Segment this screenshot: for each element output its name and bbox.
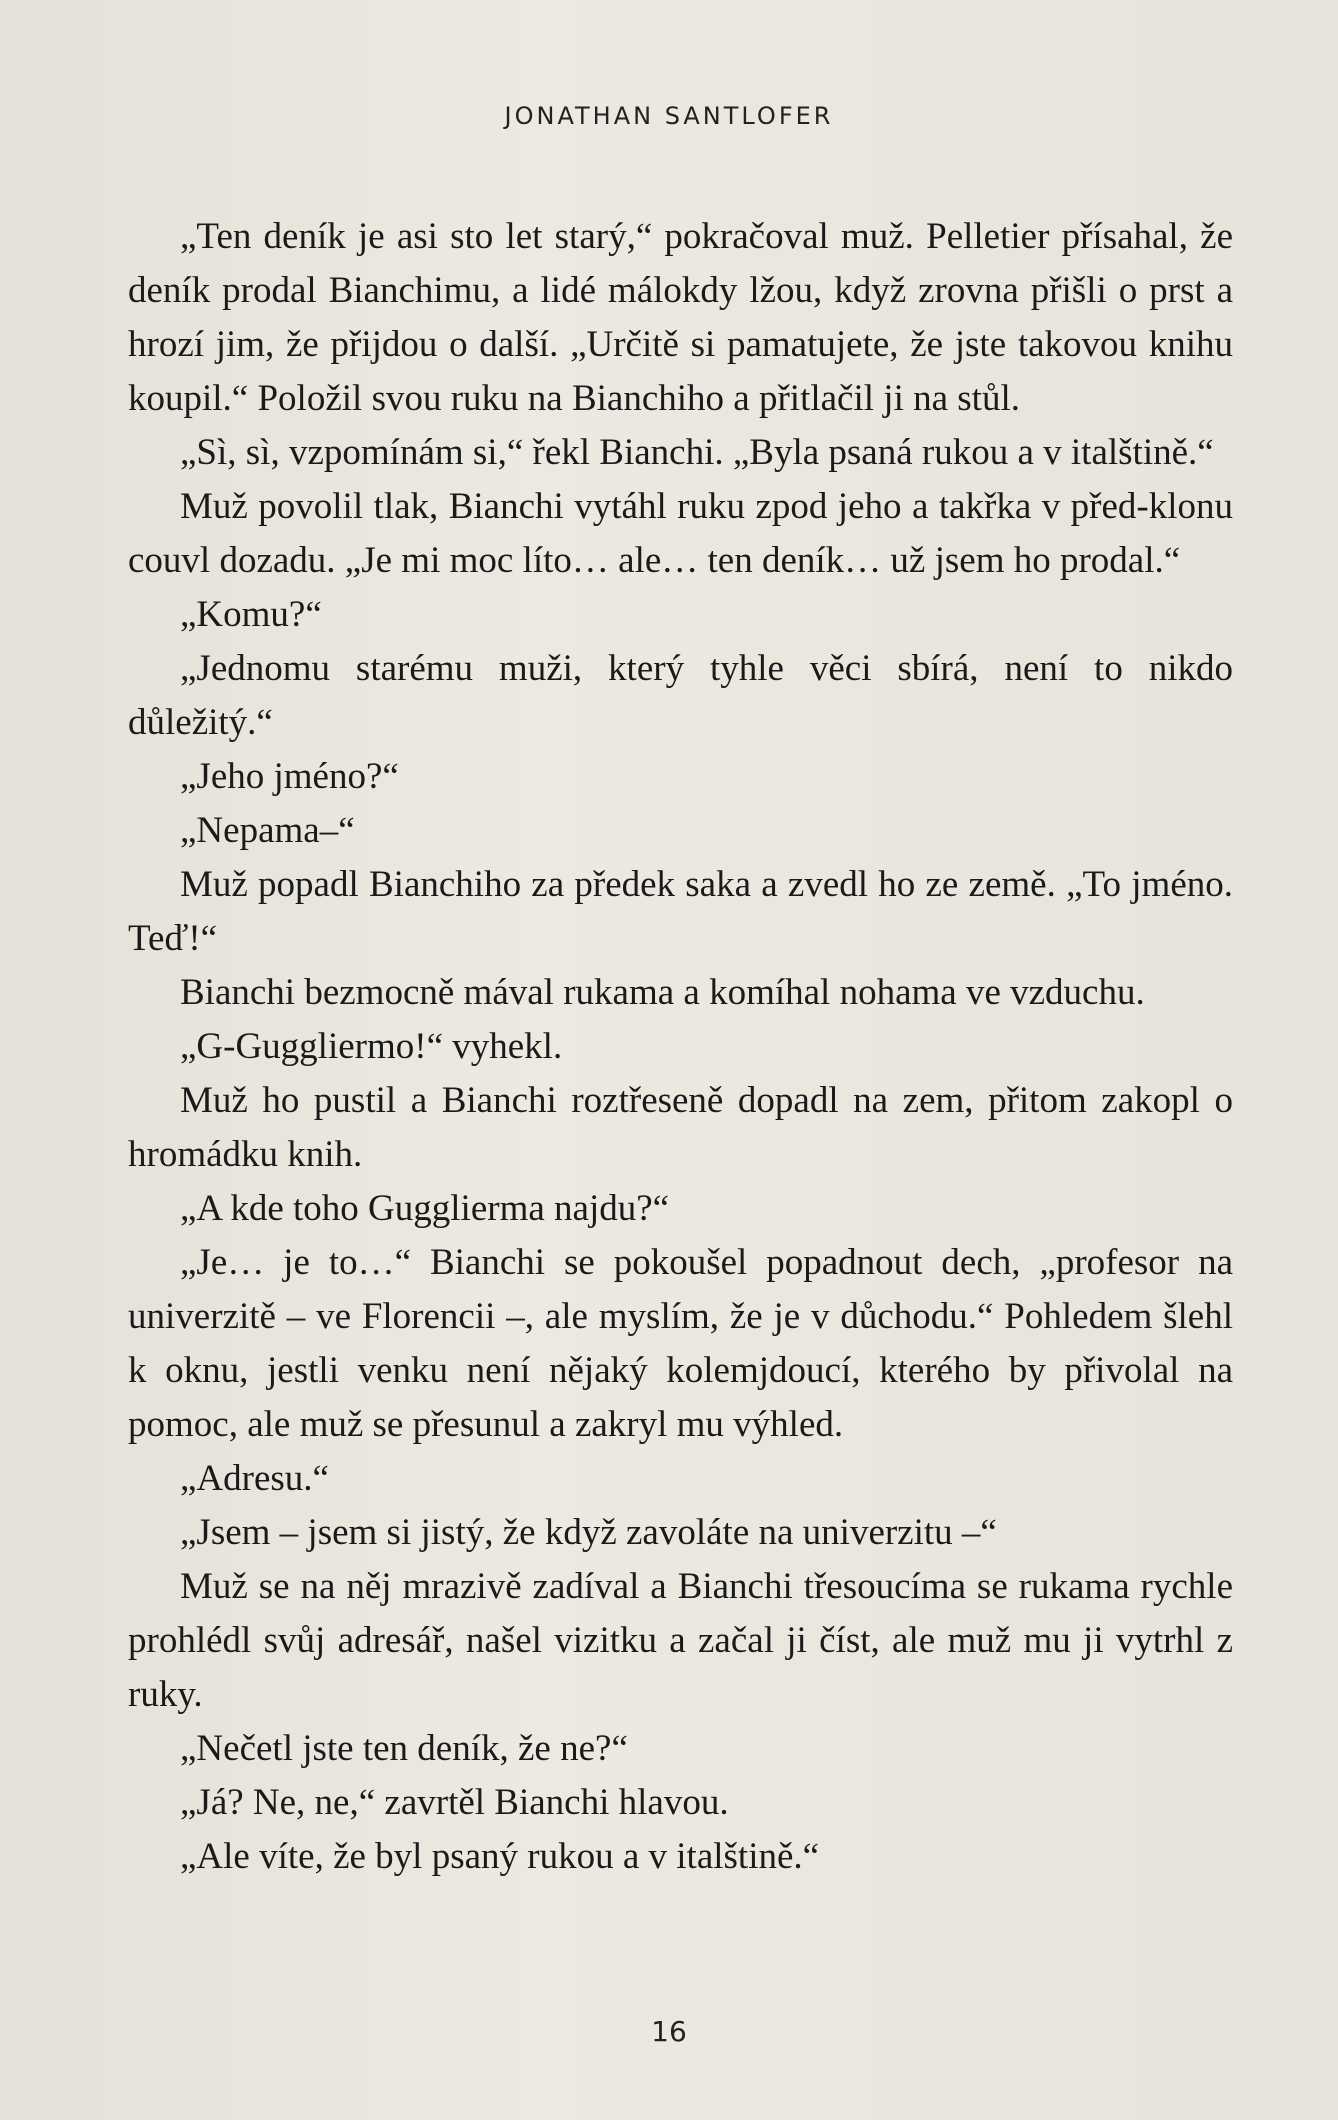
running-head: JONATHAN SANTLOFER (504, 102, 834, 130)
page-number: 16 (651, 2015, 687, 2048)
paragraph: „Ten deník je asi sto let starý,“ pokračoval muž. Pelletier přísahal, že deník prodal Bianchimu, a lidé málokdy lžou, když zrovna přišli o prst a hrozí jim, že přijdou o další. „Určitě si pamatujete, že jste takovou knihu koupil.“ Položil svou ruku na Bianchiho a přitlačil ji na stůl. (128, 216, 1233, 419)
paragraph: „A kde toho Gugglierma najdu?“ (180, 1188, 670, 1229)
paragraph: „Nepama–“ (180, 810, 355, 851)
paragraph: Muž ho pustil a Bianchi roztřeseně dopadl na zem, přitom zakopl o hromádku knih. (128, 1080, 1233, 1175)
paragraph: „Jsem – jsem si jistý, že když zavoláte na univerzitu –“ (180, 1512, 997, 1553)
paragraph: „Sì, sì, vzpomínám si,“ řekl Bianchi. „Byla psaná rukou a v italštině.“ (180, 432, 1214, 473)
paragraph: Bianchi bezmocně mával rukama a komíhal nohama ve vzduchu. (180, 972, 1145, 1013)
paragraph: „Nečetl jste ten deník, že ne?“ (180, 1728, 628, 1769)
paragraph: „Jeho jméno?“ (180, 756, 399, 797)
paragraph: „G-Guggliermo!“ vyhekl. (180, 1026, 563, 1067)
paragraph: „Je… je to…“ Bianchi se pokoušel popadnout dech, „profesor na univerzitě – ve Florencii –, ale myslím, že je v důchodu.“ Pohledem šlehl k oknu, jestli venku není nějaký kolemjdoucí, kterého by přivolal na pomoc, ale muž se přesunul a zakryl mu výhled. (128, 1242, 1233, 1445)
paragraph: „Ale víte, že byl psaný rukou a v italštině.“ (180, 1836, 820, 1877)
paragraph: „Já? Ne, ne,“ zavrtěl Bianchi hlavou. (180, 1782, 729, 1823)
paragraph: „Komu?“ (180, 594, 322, 635)
paragraph: Muž se na něj mrazivě zadíval a Bianchi třesoucíma se rukama rychle prohlédl svůj adresář, našel vizitku a začal ji číst, ale muž mu ji vytrhl z ruky. (128, 1566, 1233, 1715)
body-text (128, 210, 1233, 1884)
paragraph: Muž povolil tlak, Bianchi vytáhl ruku zpod jeho a takřka v před-klonu couvl dozadu. „Je mi moc líto… ale… ten deník… už jsem ho prodal.“ (128, 486, 1233, 581)
paragraph: „Jednomu starému muži, který tyhle věci sbírá, není to nikdo důležitý.“ (128, 648, 1233, 743)
paragraph: „Adresu.“ (180, 1458, 329, 1499)
paragraph: Muž popadl Bianchiho za předek saka a zvedl ho ze země. „To jméno. Teď!“ (128, 864, 1233, 959)
